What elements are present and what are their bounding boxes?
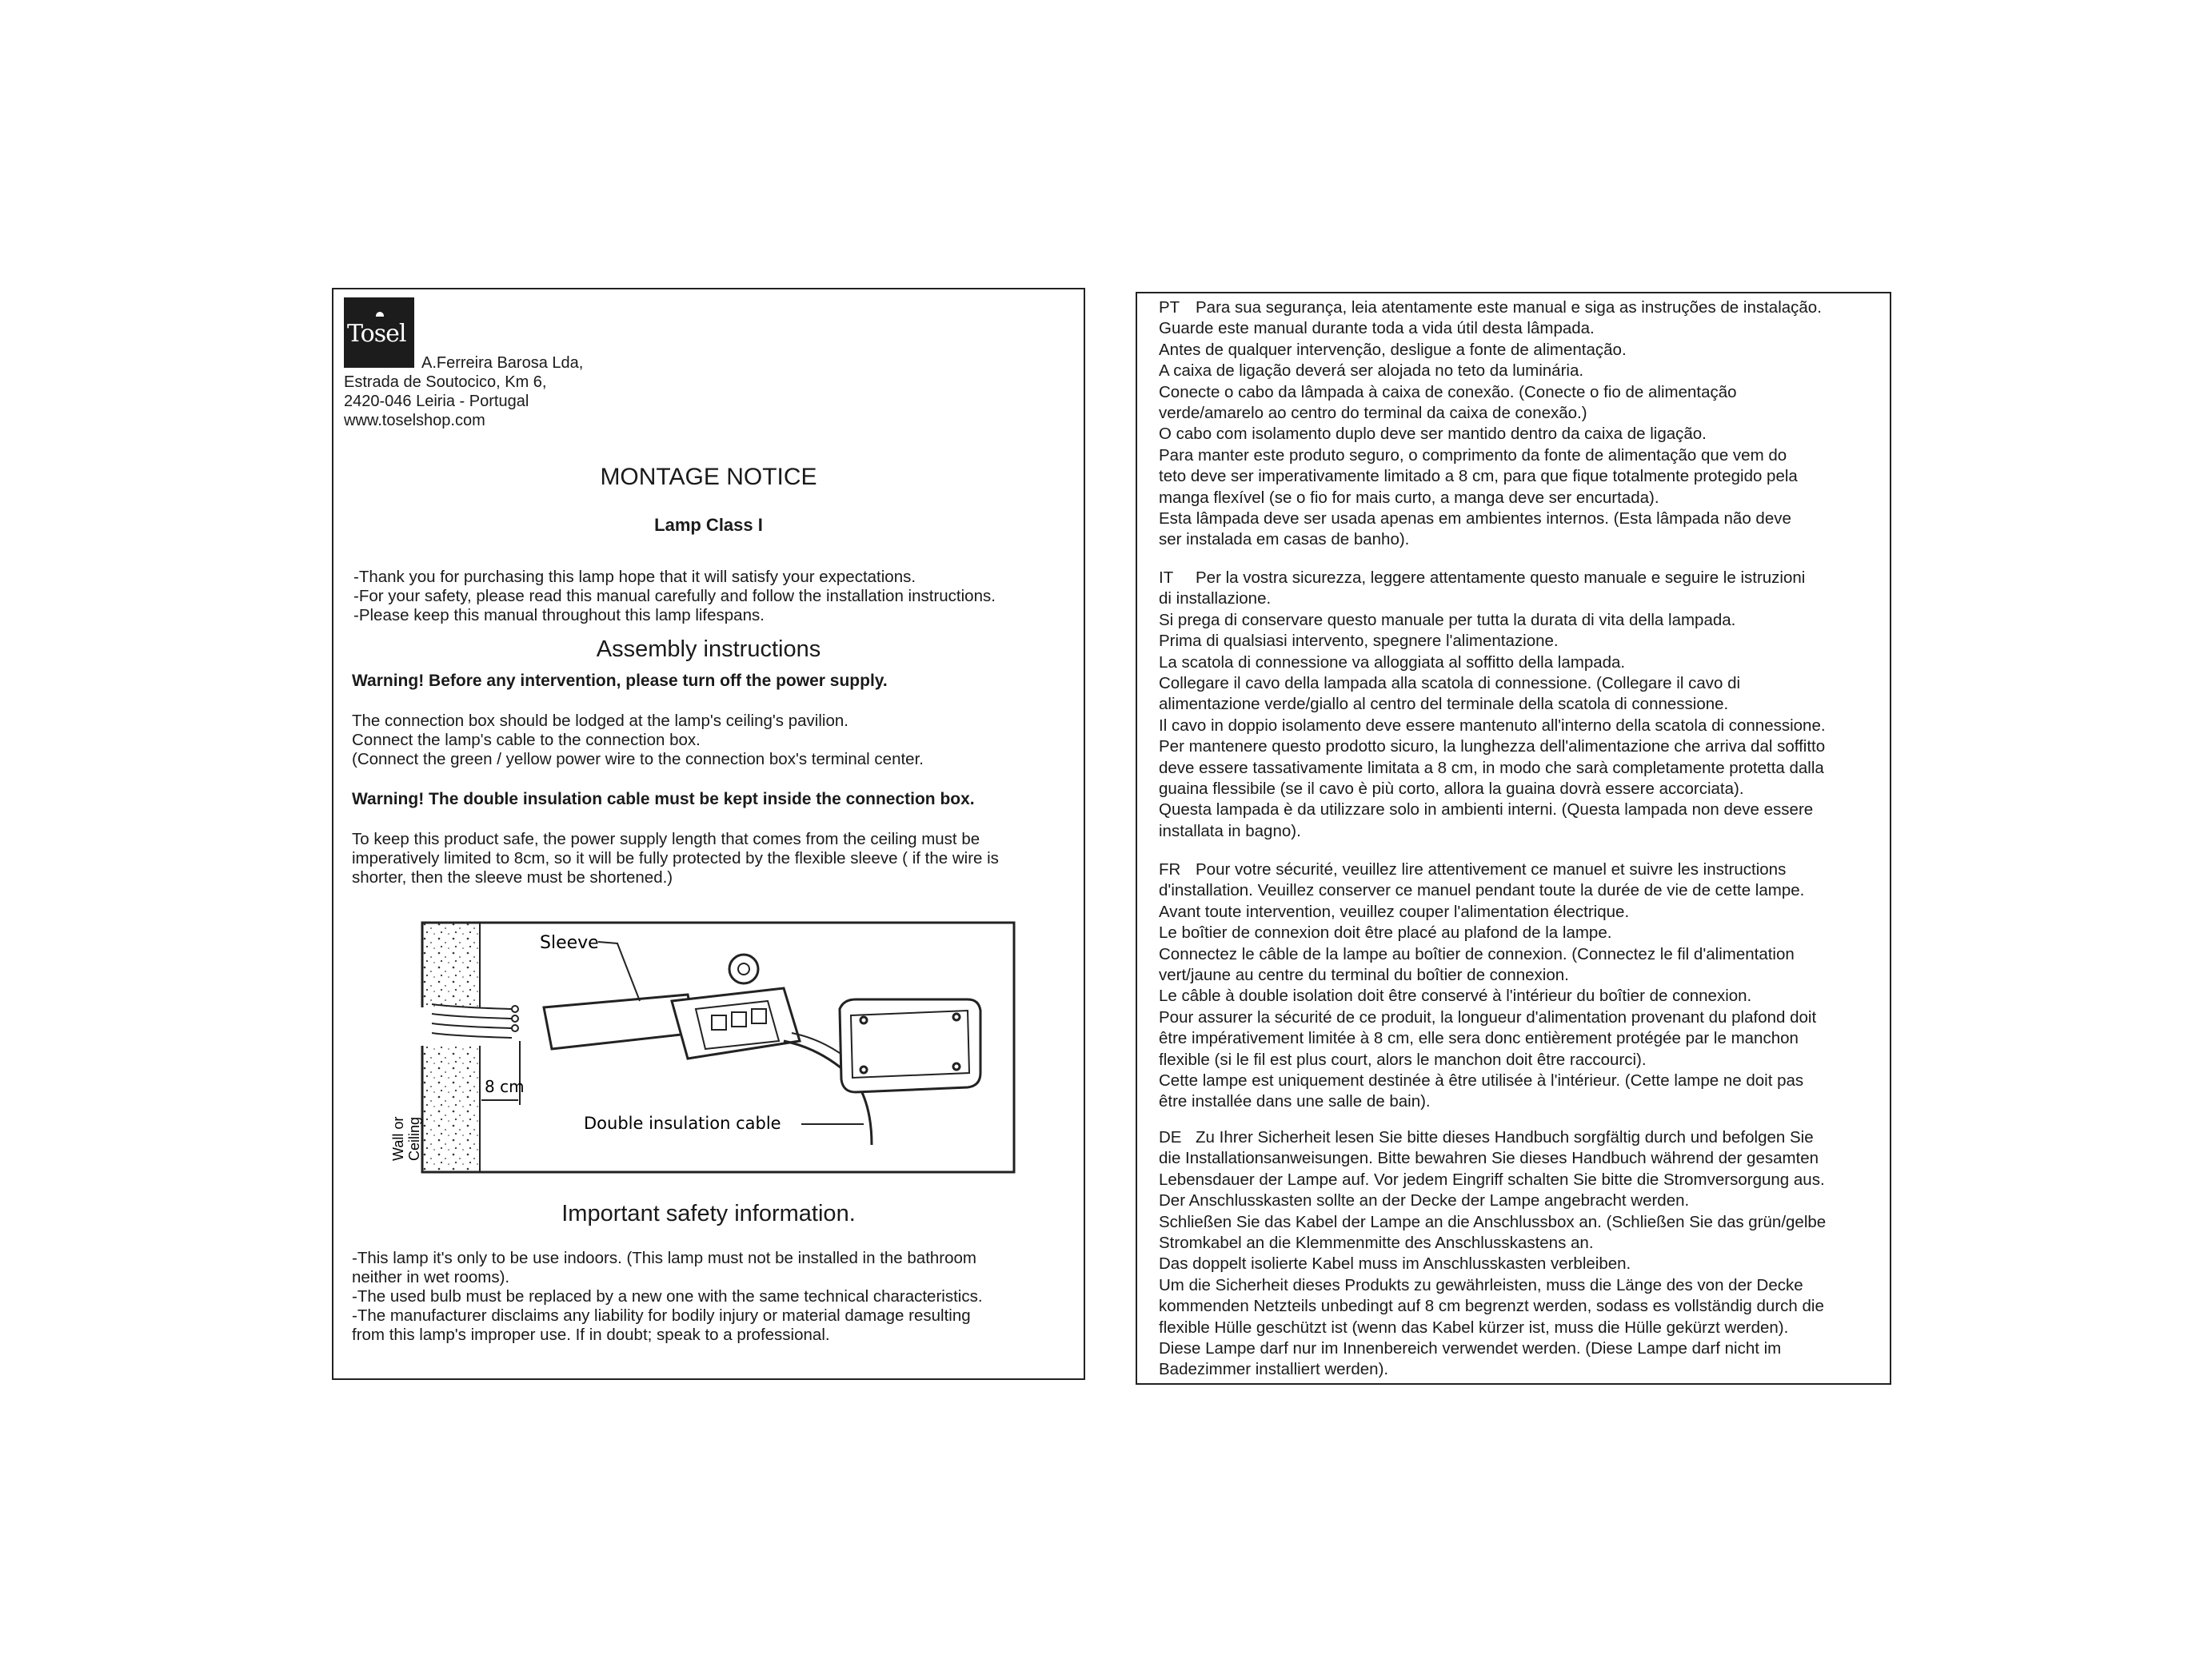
language-code: DE [1159, 1128, 1182, 1147]
english-instructions-panel [332, 288, 1085, 1380]
translation-fr: FR Pour votre sécurité, veuillez lire attentivement ce manuel et suivre les instructions d'installation. Veuillez conserver ce manuel pendant toute la durée de vie de cette lampe. Avant toute intervention, veuillez couper l'alimentation électrique. Le boîtier de connexion doit être placé au plafond de la lampe. Connectez le câble de la lampe au boîtier de connexion. (Connectez le fil d'alimentation vert/jaune au centre du terminal du boîtier de connexion. Le câble à double isolation doit être conservé à l'intérieur du boîtier de connexion. Pour assurer la sécurité de ce produit, la longueur d'alimentation provenant du plafond doit être impérativement limitée à 8 cm, elle sera donc entièrement protégée par le manchon flexible (si le fil est plus court, alors le manchon doit être raccourci). Cette lampe est uniquement destinée à être utilisée à l'intérieur. (Cette lampe ne doit pas être installée dans une salle de bain). [1159, 860, 1817, 1111]
power-supply-line: shorter, then the sleeve must be shortened.) [352, 868, 673, 887]
insulation-warning: Warning! The double insulation cable must be kept inside the connection box. [352, 790, 975, 808]
tosel-logo [344, 297, 414, 368]
cable-label: Double insulation cable [584, 1114, 781, 1133]
safety-line: from this lamp's improper use. If in doubt; speak to a professional. [352, 1326, 830, 1344]
company-name: A.Ferreira Barosa Lda, [421, 354, 584, 372]
intro-line: -Please keep this manual throughout this lamp lifespans. [353, 606, 765, 624]
power-warning: Warning! Before any intervention, please turn off the power supply. [352, 672, 888, 690]
intro-line: -For your safety, please read this manual carefully and follow the installation instructions. [353, 587, 996, 605]
safety-line: -The used bulb must be replaced by a new one with the same technical characteristics. [352, 1287, 983, 1306]
assembly-heading: Assembly instructions [596, 636, 821, 662]
translation-pt: PT Para sua segurança, leia atentamente este manual e siga as instruções de instalação. Guarde este manual durante toda a vida útil desta lâmpada. Antes de qualquer intervenção, desligue a fonte de alimentação. A caixa de ligação deverá ser alojada no teto da luminária. Conecte o cabo da lâmpada à caixa de conexão. (Conecte o fio de alimentação verde/amarelo ao centro do terminal da caixa de conexão.) O cabo com isolamento duplo deve ser mantido dentro da caixa de ligação. Para manter este produto seguro, o comprimento da fonte de alimentação que vem do teto deve ser imperativamente limitado a 8 cm, para que fique totalmente protegido pela manga flexível (se o fio for mais curto, a manga deve ser encurtada). Esta lâmpada deve ser usada apenas em ambientes internos. (Esta lâmpada não deve ser instalada em casas de banho). [1159, 298, 1822, 549]
connection-line: Connect the lamp's cable to the connection box. [352, 731, 701, 749]
safety-line: -This lamp it's only to be use indoors. (This lamp must not be installed in the bathroom [352, 1249, 977, 1267]
page-title: MONTAGE NOTICE [600, 464, 817, 490]
terminal-block [672, 955, 800, 1059]
company-street: Estrada de Soutocico, Km 6, [344, 373, 547, 391]
translation-de: DE Zu Ihrer Sicherheit lesen Sie bitte dieses Handbuch sorgfältig durch und befolgen Sie die Installationsanweisungen. Bitte bewahren Sie dieses Handbuch während der gesamten Lebensdauer der Lampe auf. Vor jedem Eingriff schalten Sie bitte die Stromversorgung aus. Der Anschlusskasten sollte an der Decke der Lampe angebracht werden. Schließen Sie das Kabel der Lampe an die Anschlussbox an. (Schließen Sie das grün/gelbe Stromkabel an die Klemmenmitte des Anschlusskastens an. Das doppelt isolierte Kabel muss im Anschlusskasten verbleiben. Um die Sicherheit dieses Produkts zu gewährleisten, muss die Länge des von der Decke kommenden Netzteils unbedingt auf 8 cm begrenzt werden, sodass es vollständig durch die flexible Hülle geschützt ist (wenn das Kabel kürzer ist, muss die Hülle gekürzt werden). Diese Lampe darf nur im Innenbereich verwendet werden. (Diese Lampe darf nicht im Badezimmer installiert werden). [1159, 1128, 1827, 1379]
safety-line: -The manufacturer disclaims any liability for bodily injury or material damage resulting [352, 1306, 971, 1325]
wall-section [422, 923, 480, 1172]
company-website[interactable]: www.toselshop.com [344, 412, 485, 429]
connection-box [840, 999, 980, 1092]
wall-label-line1: Wall or [390, 1116, 406, 1161]
translations-panel [1136, 292, 1891, 1385]
power-supply-line: imperatively limited to 8cm, so it will be fully protected by the flexible sleeve ( if the wire is [352, 849, 999, 867]
language-code: FR [1159, 860, 1181, 879]
company-city: 2420-046 Leiria - Portugal [344, 393, 529, 410]
power-supply-line: To keep this product safe, the power supply length that comes from the ceiling must be [352, 830, 980, 848]
connection-line: (Connect the green / yellow power wire to the connection box's terminal center. [352, 750, 924, 768]
wall-label-line2: Ceiling [406, 1116, 422, 1161]
safety-line: neither in wet rooms). [352, 1268, 510, 1286]
language-code: PT [1159, 298, 1180, 317]
connection-line: The connection box should be lodged at the lamp's ceiling's pavilion. [352, 712, 848, 730]
installation-diagram [390, 921, 1016, 1177]
sleeve-label: Sleeve [540, 933, 599, 953]
translation-it: IT Per la vostra sicurezza, leggere attentamente questo manuale e seguire le istruzioni di installazione. Si prega di conservare questo manuale per tutta la durata di vita della lampada. Prima di qualsiasi intervento, spegnere l'alimentazione. La scatola di connessione va alloggiata al soffitto della lampada. Collegare il cavo della lampada alla scatola di connessione. (Collegare il cavo di alimentazione verde/giallo al centro del terminale della scatola di connessione. Il cavo in doppio isolamento deve essere mantenuto all'interno della scatola di connessione. Per mantenere questo prodotto sicuro, la lunghezza dell'alimentazione che arriva dal soffitto deve essere tassativamente limitata a 8 cm, in modo che sarà completamente protetta dalla guaina flessibile (se il cavo è più corto, allora la guaina dovrà essere accorciata). Questa lampada è da utilizzare solo in ambienti interni. (Questa lampada non deve essere installata in bagno). [1159, 568, 1826, 840]
lamp-shade-icon [376, 312, 384, 317]
safety-heading: Important safety information. [561, 1201, 856, 1226]
language-code: IT [1159, 568, 1174, 587]
page-subtitle: Lamp Class I [654, 515, 763, 535]
logo-text: Tosel [347, 320, 406, 348]
intro-line: -Thank you for purchasing this lamp hope that it will satisfy your expectations. [353, 568, 916, 586]
length-label: 8 cm [485, 1077, 525, 1096]
